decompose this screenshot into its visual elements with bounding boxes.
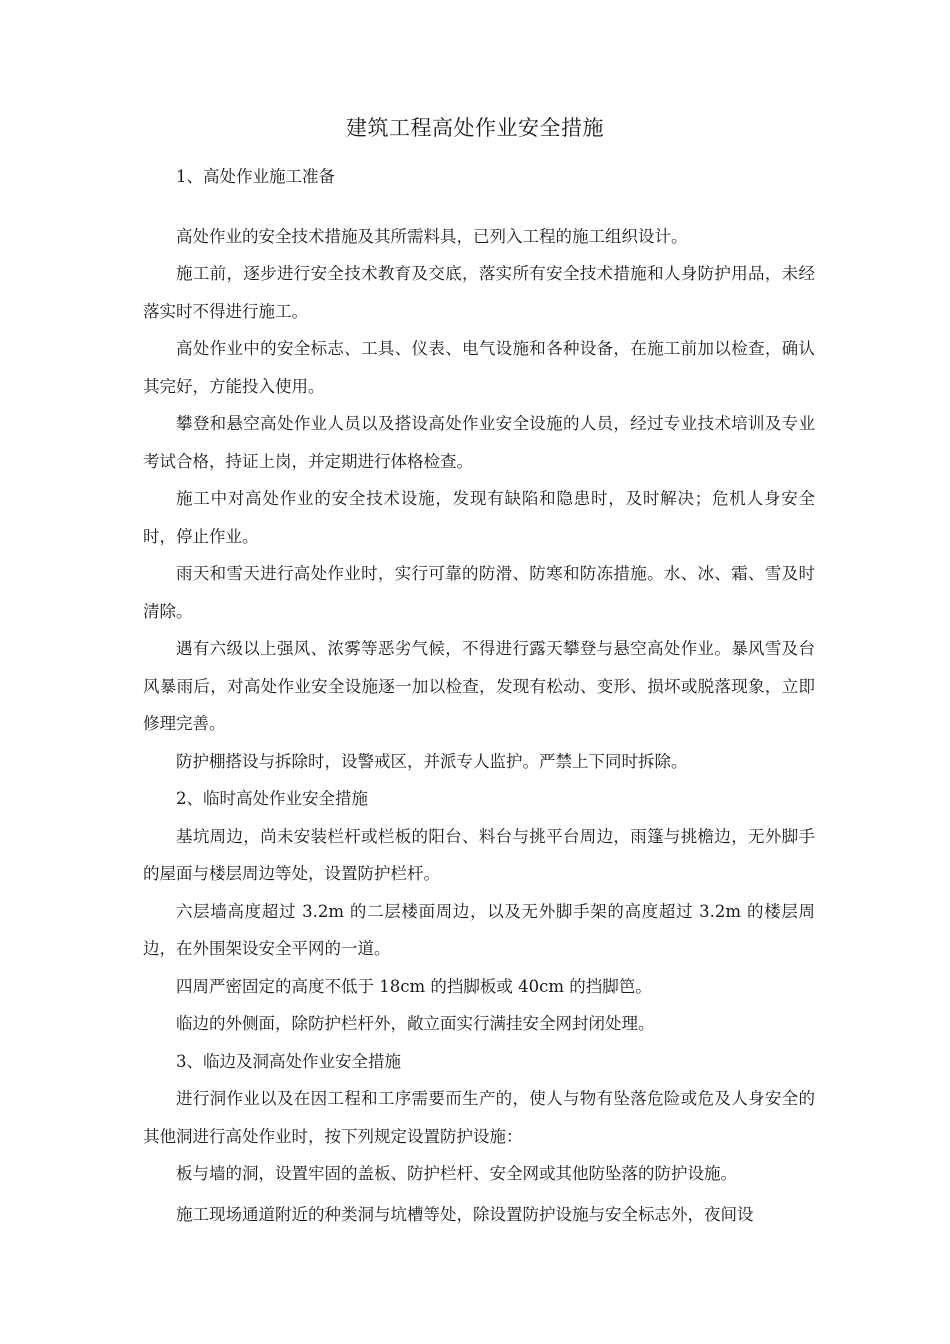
paragraph: 四周严密固定的高度不低于 18cm 的挡脚板或 40cm 的挡脚笆。: [176, 976, 652, 996]
paragraph: 基坑周边，尚未安装栏杆或栏板的阳台、料台与挑平台周边，雨篷与挑檐边，无外脚手的屋面与楼层周边等处，设置防护栏杆。: [143, 826, 815, 883]
document-body: [143, 158, 815, 1233]
paragraph: 板与墙的洞，设置牢固的盖板、防护栏杆、安全网或其他防坠落的防护设施。: [176, 1164, 737, 1183]
paragraph: 临边的外侧面，除防护栏杆外，敞立面实行满挂安全网封闭处理。: [176, 1014, 655, 1033]
paragraph: 施工中对高处作业的安全技术设施，发现有缺陷和隐患时，及时解决；危机人身安全时，停止作业。: [143, 489, 815, 546]
paragraph: 攀登和悬空高处作业人员以及搭设高处作业安全设施的人员，经过专业技术培训及专业考试合格，持证上岗，并定期进行体格检查。: [143, 414, 815, 471]
paragraph: 施工前，逐步进行安全技术教育及交底，落实所有安全技术措施和人身防护用品，未经落实时不得进行施工。: [143, 264, 815, 321]
paragraph: 高处作业的安全技术措施及其所需料具，已列入工程的施工组织设计。: [176, 226, 688, 246]
paragraph: 雨天和雪天进行高处作业时，实行可靠的防滑、防寒和防冻措施。水、冰、霜、雪及时清除。: [143, 564, 815, 621]
paragraph: 遇有六级以上强风、浓雾等恶劣气候，不得进行露天攀登与悬空高处作业。暴风雪及台风暴雨后，对高处作业安全设施逐一加以检查，发现有松动、变形、损坏或脱落现象，立即修理完善。: [143, 639, 815, 733]
paragraph: 高处作业中的安全标志、工具、仪表、电气设施和各种设备，在施工前加以检查，确认其完好，方能投入使用。: [143, 339, 815, 396]
document-title: 建筑工程高处作业安全措施: [346, 116, 604, 140]
paragraph: 防护棚搭设与拆除时，设警戒区，并派专人监护。严禁上下同时拆除。: [176, 751, 688, 771]
paragraph: 六层墙高度超过 3.2m 的二层楼面周边，以及无外脚手架的高度超过 3.2m 的楼层周边，在外围架设安全平网的一道。: [143, 901, 815, 958]
paragraph: 施工现场通道附近的种类洞与坑槽等处，除设置防护设施与安全标志外，夜间设: [176, 1204, 754, 1224]
section-heading: 1、高处作业施工准备: [176, 167, 335, 186]
section-heading: 2、临时高处作业安全措施: [176, 789, 368, 808]
section-heading: 3、临边及洞高处作业安全措施: [176, 1051, 401, 1071]
paragraph: 进行洞作业以及在因工程和工序需要而生产的，使人与物有坠落危险或危及人身安全的其他洞进行高处作业时，按下列规定设置防护设施：: [143, 1089, 815, 1146]
